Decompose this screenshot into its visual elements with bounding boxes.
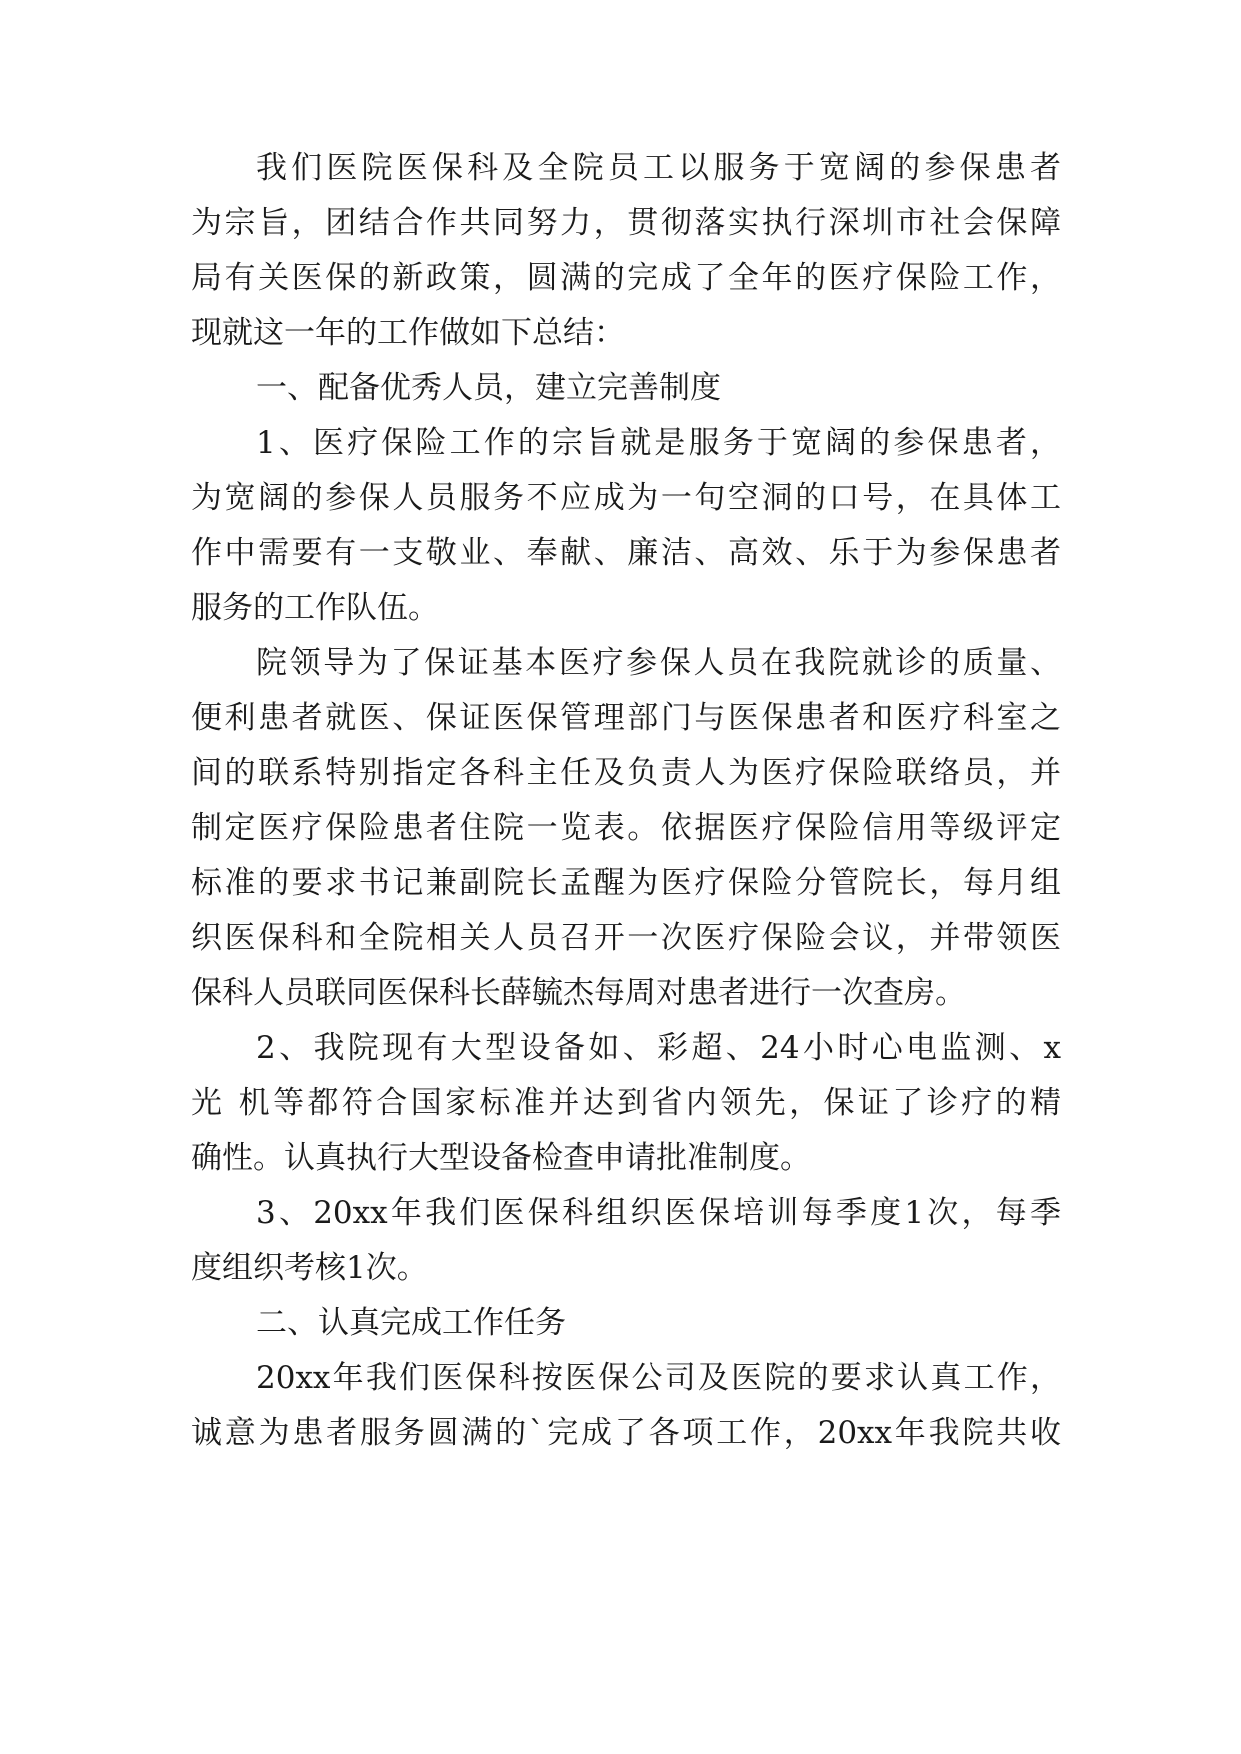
text-line-11: 便利患者就医、保证医保管理部门与医保患者和医疗科室之 [191,700,1061,736]
text-line-8: 作中需要有一支敬业、奉献、廉洁、高效、乐于为参保患者 [191,535,1061,571]
section-heading-1: 一、配备优秀人员，建立完善制度 [256,370,721,406]
text-line-7: 为宽阔的参保人员服务不应成为一句空洞的口号，在具体工 [191,480,1061,516]
text-line-19: 确性。认真执行大型设备检查申请批准制度。 [191,1140,811,1176]
text-line-1: 我们医院医保科及全院员工以服务于宽阔的参保患者 [256,150,1061,186]
section-heading-2: 二、认真完成工作任务 [256,1305,566,1341]
text-line-13: 制定医疗保险患者住院一览表。依据医疗保险信用等级评定 [191,810,1061,846]
text-line-12: 间的联系特别指定各科主任及负责人为医疗保险联络员，并 [191,755,1061,791]
text-line-18: 光 机等都符合国家标准并达到省内领先，保证了诊疗的精 [191,1085,1061,1121]
text-line-21: 度组织考核1次。 [191,1250,428,1286]
text-line-6: 1、医疗保险工作的宗旨就是服务于宽阔的参保患者， [256,425,1061,461]
text-line-17: 2、我院现有大型设备如、彩超、24小时心电监测、x [256,1030,1061,1066]
text-line-3: 局有关医保的新政策，圆满的完成了全年的医疗保险工作， [191,260,1061,296]
text-line-24: 诚意为患者服务圆满的`完成了各项工作，20xx年我院共收 [191,1415,1061,1451]
text-line-4: 现就这一年的工作做如下总结： [191,315,625,351]
text-line-23: 20xx年我们医保科按医保公司及医院的要求认真工作， [256,1360,1061,1396]
text-line-2: 为宗旨，团结合作共同努力，贯彻落实执行深圳市社会保障 [191,205,1061,241]
text-line-15: 织医保科和全院相关人员召开一次医疗保险会议，并带领医 [191,920,1061,956]
text-line-20: 3、20xx年我们医保科组织医保培训每季度1次，每季 [256,1195,1061,1231]
text-line-9: 服务的工作队伍。 [191,590,439,626]
text-line-16: 保科人员联同医保科长薛毓杰每周对患者进行一次查房。 [191,975,966,1011]
text-line-14: 标准的要求书记兼副院长孟醒为医疗保险分管院长，每月组 [191,865,1061,901]
text-line-10: 院领导为了保证基本医疗参保人员在我院就诊的质量、 [256,645,1061,681]
